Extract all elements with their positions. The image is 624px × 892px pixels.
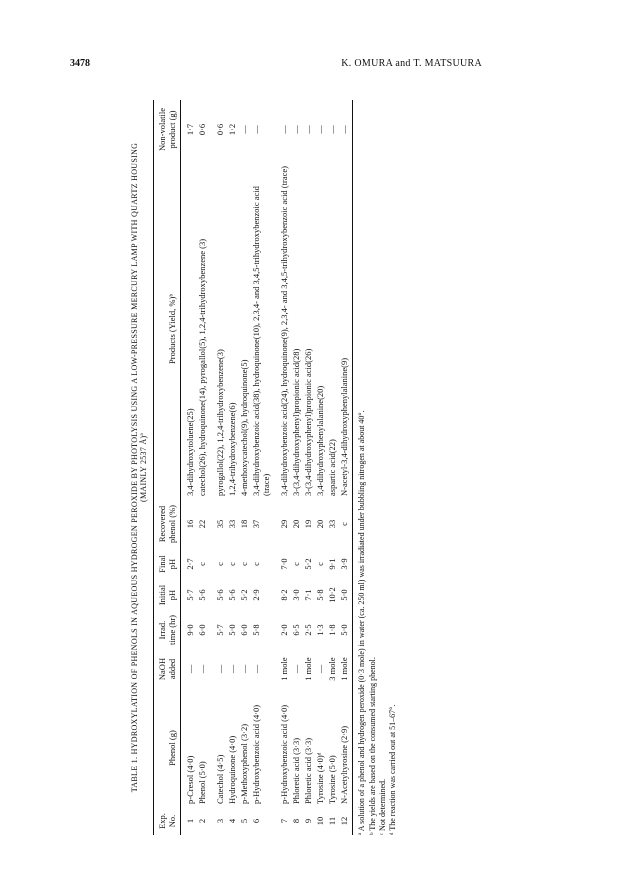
cell-initial-ph: 8·2 [279,589,290,601]
cell-recovered: 29 [279,519,290,529]
cell-nonvolatile: 1·7 [184,123,195,136]
cell-initial-ph: 10·2 [327,587,338,603]
cell-phenol: Hydroquinone (4·0) [226,735,237,804]
cell-recovered: c [338,499,353,549]
cell-nonvolatile: — [327,125,338,134]
cell-recovered: 22 [196,519,207,529]
cell-recovered: 20 [291,519,302,529]
data-table [153,100,353,835]
table-title-line-1: TABLE 1. HYDROXYLATION OF PHENOLS IN AQUEOUS HYDROGEN PEROXIDE BY PHOTOLYSIS USING A LOW-PRESSURE MERCURY LAMP WITH QUARTZ HOUSING [130,142,139,793]
cell-time: 6·5 [291,624,302,636]
table-row [226,100,238,835]
cell-exp: 2 [196,818,207,824]
cell-initial-ph: 5·6 [226,589,237,601]
cell-naoh: — [214,664,225,674]
cell-exp: 7 [279,818,290,824]
cell-phenol: Tyrosine (5·0) [327,755,338,804]
table-row [180,100,196,835]
cell-recovered: 16 [184,519,195,529]
footnote-d: ᵈ The reaction was carried out at 51–67°. [388,704,398,835]
cell-time: 9·0 [184,624,195,636]
cell-exp: 1 [184,818,195,824]
cell-nonvolatile: — [338,100,353,159]
cell-naoh: — [226,664,237,674]
cell-phenol: Phenol (5·0) [196,761,207,804]
table-row [338,100,353,835]
cell-recovered: 37 [250,519,261,529]
table-row [238,100,250,835]
cell-naoh: 1 mole [338,649,353,689]
cell-final-ph: 3·9 [338,549,353,579]
col-header-exp: Exp. No. [153,807,180,835]
cell-time: 1·3 [315,624,326,636]
table-row [208,100,226,835]
cell-time: 5·7 [214,624,225,636]
cell-products: 3,4-dihydroxybenzoic acid(24), hydroquinone(9), 2,3,4- and 3,4,5-trihydroxybenzoic acid (trace) [279,166,290,496]
cell-products: catechol(26), hydroquinone(14), pyrogallol(5), 1,2,4-trihydroxybenzene (3) [196,238,207,496]
col-header-recovered: Recovered phenol (%) [153,499,180,549]
cell-phenol: N-Acetyltyrosine (2·9) [338,689,353,807]
cell-time: 1·8 [327,624,338,636]
cell-products: N-acetyl-3,4-dihydroxyphenylalanine(9) [338,159,353,499]
cell-recovered: 33 [327,519,338,529]
cell-time: 5·0 [338,611,353,649]
cell-final-ph: c [214,562,225,566]
cell-final-ph: c [315,562,326,566]
cell-products: 4-methoxycatechol(9), hydroquinone(5) [238,359,249,496]
cell-phenol: Catechol (4·5) [214,754,225,804]
cell-nonvolatile: 1·2 [226,123,237,136]
rotated-table-block [130,100,470,835]
cell-time: 6·0 [238,624,249,636]
cell-products: 3-(3,4-dihydroxyphenyl)propionic acid(28) [291,348,302,496]
col-header-time: Irrad. time (hr) [153,611,180,649]
cell-products: 3,4-dihydroxyphenylalanine(20) [315,385,326,496]
table-row [196,100,208,835]
cell-nonvolatile: 0·6 [214,123,225,136]
cell-initial-ph: 5·0 [338,579,353,611]
cell-recovered: 20 [315,519,326,529]
cell-final-ph: 9·1 [327,558,338,570]
cell-initial-ph: 5·7 [184,589,195,601]
cell-time: 6·0 [196,624,207,636]
cell-naoh: — [238,664,249,674]
cell-recovered: 35 [214,519,225,529]
cell-initial-ph: 5·6 [214,589,225,601]
cell-exp: 10 [315,816,326,826]
table-row [290,100,302,835]
col-header-naoh: NaOH added [153,649,180,689]
cell-exp: 4 [226,818,237,824]
cell-products: aspartic acid(22) [327,439,338,496]
cell-final-ph: 5·2 [303,558,314,570]
cell-initial-ph: 5·6 [196,589,207,601]
cell-nonvolatile: — [250,125,261,134]
cell-naoh: — [196,664,207,674]
cell-exp: 12 [338,807,353,835]
page-header [70,58,554,74]
cell-naoh: 1 mole [303,657,314,681]
cell-initial-ph: 5·8 [315,589,326,601]
cell-nonvolatile: 0·6 [196,123,207,136]
cell-naoh: 1 mole [279,657,290,681]
cell-nonvolatile: — [303,125,314,134]
table-row [314,100,326,835]
footnote-c: ᶜ Not determined. [377,778,387,835]
cell-final-ph: c [291,562,302,566]
cell-naoh: — [184,664,195,674]
cell-final-ph: c [250,562,261,566]
table-title-line-2: (MAINLY 2537 Å)ª [139,433,149,503]
cell-time: 2·0 [279,624,290,636]
cell-recovered: 18 [238,519,249,529]
cell-naoh: — [291,664,302,674]
cell-naoh: 3 mole [327,657,338,681]
table-row [250,100,272,835]
table-row [326,100,338,835]
cell-exp: 6 [250,818,261,824]
cell-exp: 11 [327,816,338,826]
cell-naoh: — [250,664,261,674]
table-footnotes [357,100,399,835]
table-title [130,100,149,835]
col-header-products: Products (Yield, %)ᵇ [153,159,180,499]
cell-initial-ph: 7·1 [303,589,314,601]
cell-nonvolatile: — [315,125,326,134]
cell-exp: 9 [303,818,314,824]
cell-exp: 5 [238,818,249,824]
footnote-b: ᵇ The yields are based on the consumed starting phenol. [367,657,377,835]
cell-products: pyrogallol(22), 1,2,4-trihydroxybenzene(3) [214,349,225,496]
col-header-nonvolatile: Non-volatile product (g) [153,100,180,159]
cell-recovered: 33 [226,519,237,529]
cell-phenol: p-Hydroxybenzoic acid (4·0) [279,704,290,804]
cell-phenol: Phloretic acid (3·3) [291,737,302,804]
cell-recovered: 19 [303,519,314,529]
cell-nonvolatile: — [291,125,302,134]
cell-exp: 8 [291,818,302,824]
cell-naoh: — [315,664,326,674]
footnote-a: ª A solution of a phenol and hydrogen peroxide (0·3 mole) in water (ca. 250 ml) was irradiated under bubbling nitrogen at about 40°. [357,410,367,835]
col-header-phenol: Phenol (g) [153,689,180,807]
cell-products: 1,2,4-trihydroxybenzene(6) [226,402,237,496]
cell-time: 2·5 [303,624,314,636]
col-header-final-ph: Final pH [153,549,180,579]
cell-products: 3-(3,4-dihydroxyphenyl)propionic acid(26) [303,348,314,496]
cell-products: 3,4-dihydroxybenzoic acid(38), hydroquinone(10), 2,3,4- and 3,4,5-trihydroxybenzoic acid (trace) [250,186,271,496]
cell-phenol: p-Cresol (4·0) [184,755,195,804]
cell-final-ph: c [196,562,207,566]
table-row [272,100,290,835]
cell-time: 5·0 [226,624,237,636]
cell-time: 5·8 [250,624,261,636]
page-number: 3478 [70,58,90,69]
cell-initial-ph: 5·2 [238,589,249,601]
cell-initial-ph: 3·0 [291,589,302,601]
cell-phenol: p-Hydroxybenzoic acid (4·0) [250,704,261,804]
cell-nonvolatile: — [238,125,249,134]
col-header-initial-ph: Initial pH [153,579,180,611]
cell-products: 3,4-dihydroxytoluene(25) [184,408,195,496]
table-row [302,100,314,835]
cell-final-ph: c [238,562,249,566]
cell-phenol: p-Methoxyphenol (3·2) [238,723,249,804]
cell-nonvolatile: — [279,125,290,134]
cell-phenol: Tyrosine (4·0)ᵈ [315,752,326,804]
cell-initial-ph: 2·9 [250,589,261,601]
cell-final-ph: c [226,562,237,566]
table-header-row [153,100,180,835]
cell-exp: 3 [214,818,225,824]
running-head-authors: K. OMURA and T. MATSUURA [341,58,482,69]
cell-final-ph: 7·0 [279,558,290,570]
cell-final-ph: 2·7 [184,558,195,570]
cell-phenol: Phloretic acid (3·3) [303,737,314,804]
